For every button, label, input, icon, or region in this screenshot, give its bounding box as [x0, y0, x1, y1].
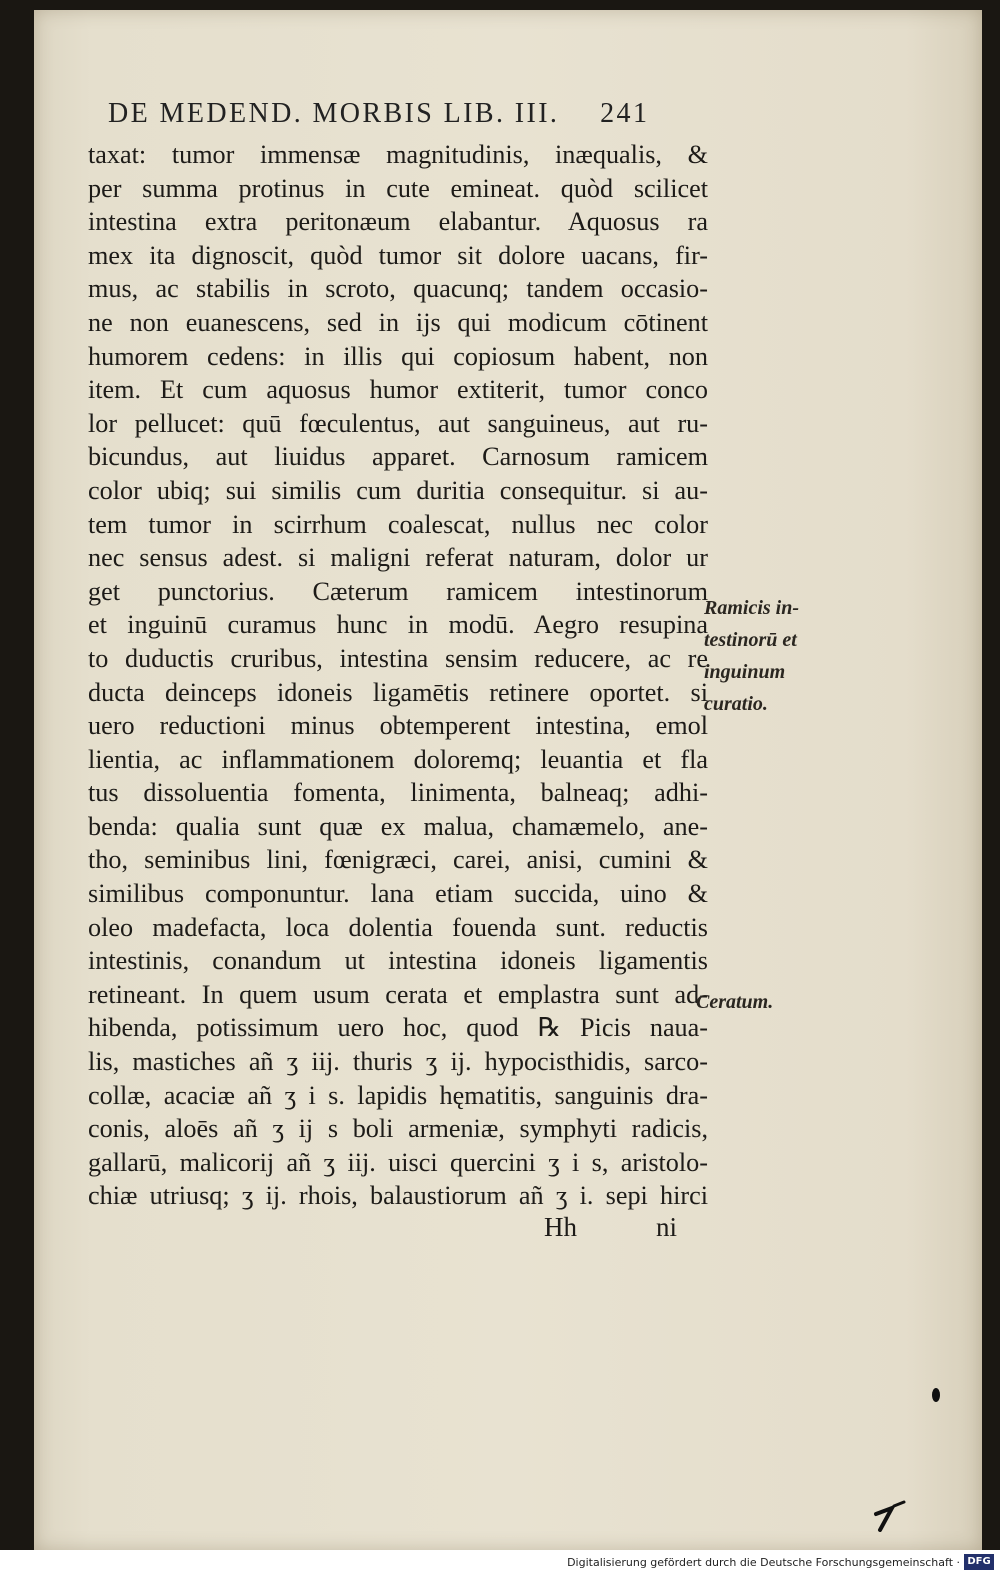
text-line: bicundus, aut liuidus apparet. Carnosum ramicem [88, 442, 708, 472]
catchword: ni [656, 1212, 678, 1242]
ink-blot [932, 1388, 940, 1402]
text-line: lis, mastiches añ ʒ iij. thuris ʒ ij. hypocisthidis, sarco- [88, 1047, 708, 1077]
folio-pencil-mark [872, 1500, 908, 1532]
text-line: lientia, ac inflammationem doloremq; leuantia et fla [88, 744, 708, 774]
text-line: color ubiq; sui similis cum duritia consequitur. si au- [88, 475, 708, 505]
page-number: 241 [600, 98, 650, 129]
text-line: et inguinū curamus hunc in modū. Aegro resupina [88, 610, 708, 640]
margin-note-line: testinorū et [704, 629, 797, 651]
text-line: mus, ac stabilis in scroto, quacunq; tandem occasio- [88, 274, 708, 304]
text-line: item. Et cum aquosus humor extiterit, tumor conco [88, 375, 708, 405]
text-line: hibenda, potissimum uero hoc, quod ℞ Picis naua- [88, 1013, 708, 1043]
footer-credit: Digitalisierung gefördert durch die Deutsche Forschungsgemeinschaft · [567, 1556, 960, 1569]
margin-note-curatio [704, 592, 799, 720]
text-line: mex ita dignoscit, quòd tumor sit dolore uacans, fir- [88, 240, 708, 270]
text-line: retineant. In quem usum cerata et emplastra sunt ad- [88, 979, 708, 1009]
margin-note-line: curatio. [704, 693, 768, 715]
digitization-footer [0, 1550, 1000, 1577]
text-line: tho, seminibus lini, fœnigræci, carei, anisi, cumini & [88, 845, 708, 875]
text-line: ne non euanescens, sed in ijs qui modicum cōtinent [88, 307, 708, 337]
text-line: get punctorius. Cæterum ramicem intestinorum [88, 576, 708, 606]
text-line: intestinis, conandum ut intestina idoneis ligamentis [88, 946, 708, 976]
text-line: taxat: tumor immensæ magnitudinis, inæqualis, & [88, 140, 708, 169]
text-line: nec sensus adest. si maligni referat naturam, dolor ur [88, 543, 708, 573]
page-header [108, 98, 649, 130]
text-line: tus dissoluentia fomenta, linimenta, balneaq; adhi- [88, 778, 708, 808]
text-line: intestina extra peritonæum elabantur. Aquosus ra [88, 207, 708, 237]
text-line: collæ, acaciæ añ ʒ i s. lapidis hęmatitis, sanguinis dra- [88, 1080, 708, 1110]
text-line: chiæ utriusq; ʒ ij. rhois, balaustiorum añ ʒ i. sepi hirci [88, 1181, 708, 1211]
text-line: to duductis cruribus, intestina sensim reducere, ac re [88, 643, 708, 673]
text-line: tem tumor in scirrhum coalescat, nullus nec color [88, 509, 708, 539]
signature-mark: Hh [544, 1212, 577, 1242]
text-line: oleo madefacta, loca dolentia fouenda sunt. reductis [88, 912, 708, 942]
text-line: similibus componuntur. lana etiam succida, uino & [88, 879, 708, 909]
text-line: conis, aloēs añ ʒ ij s boli armeniæ, symphyti radicis, [88, 1114, 708, 1144]
body-text [88, 138, 708, 1213]
running-title: DE MEDEND. MORBIS LIB. III. [108, 98, 560, 129]
text-line: gallarū, malicorij añ ʒ iij. uisci quercini ʒ i s, aristolo- [88, 1147, 708, 1177]
text-line: per summa protinus in cute emineat. quòd scilicet [88, 173, 708, 203]
text-line: humorem cedens: in illis qui copiosum habent, non [88, 341, 708, 371]
dfg-logo: DFG [964, 1554, 994, 1570]
text-line: uero reductioni minus obtemperent intestina, emol [88, 711, 708, 741]
margin-note-line: Ramicis in- [704, 597, 800, 619]
margin-note-line: inguinum [704, 661, 786, 683]
margin-note-ceratum: Ceratum. [696, 991, 774, 1013]
text-line: lor pellucet: quū fœculentus, aut sanguineus, aut ru- [88, 408, 708, 438]
text-line: benda: qualia sunt quæ ex malua, chamæmelo, ane- [88, 811, 708, 841]
text-line: ducta deinceps idoneis ligamētis retinere oportet. si [88, 677, 708, 707]
